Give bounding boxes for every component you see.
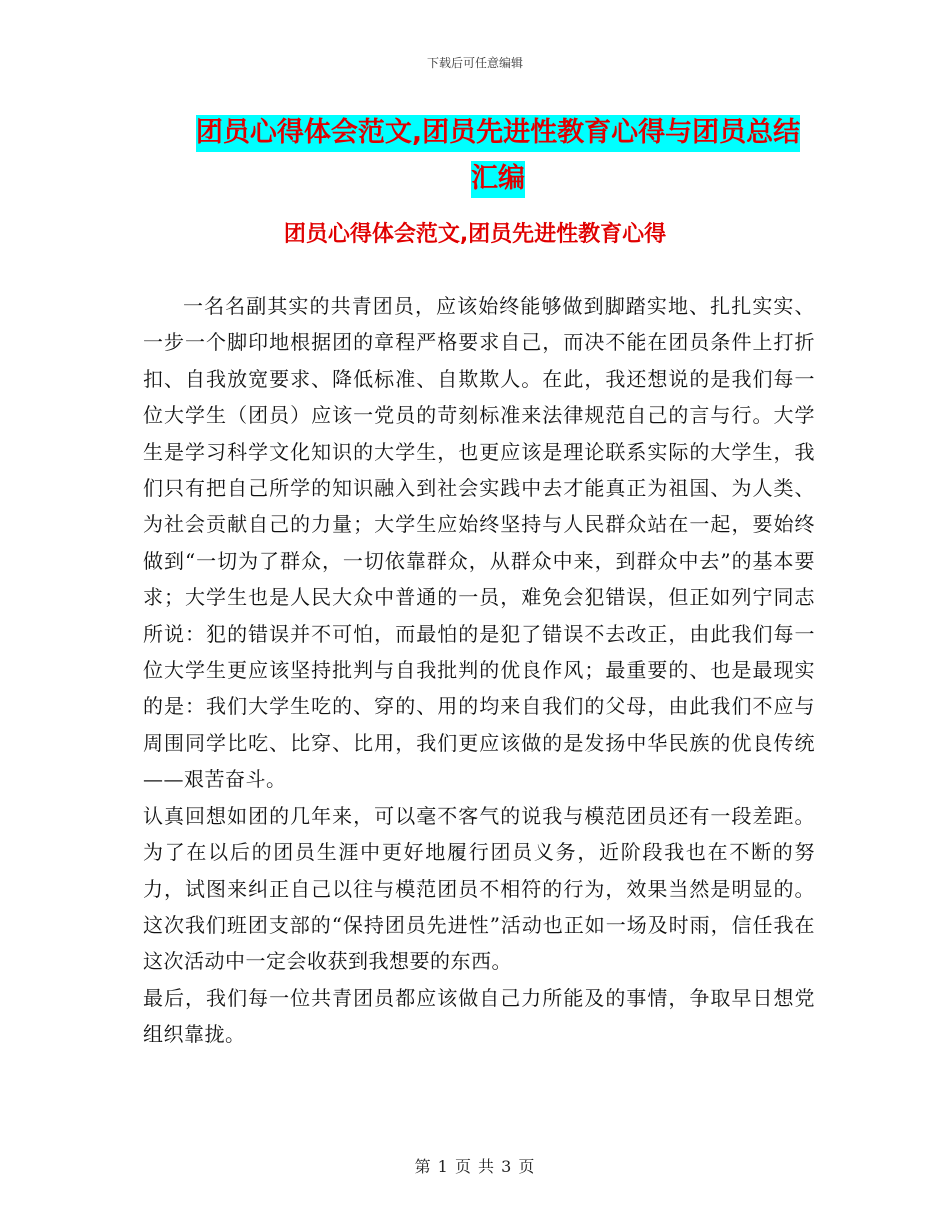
- document-title-text: 团员心得体会范文,团员先进性教育心得与团员总结汇编: [196, 115, 800, 198]
- paragraph-2: 认真回想如团的几年来，可以毫不客气的说我与模范团员还有一段差距。为了在以后的团员生涯中更好地履行团员义务，近阶段我也在不断的努力，试图来纠正自己以往与模范团员不相符的行为，效果当然是明显的。这次我们班团支部的“保持团员先进性”活动也正如一场及时雨，信任我在这次活动中一定会收获到我想要的东西。: [143, 803, 815, 974]
- document-title: [186, 110, 810, 202]
- page-header-note: 下载后可任意编辑: [426, 56, 523, 70]
- paragraph-3: 最后，我们每一位共青团员都应该做自己力所能及的事情，争取早日想党组织靠拢。: [143, 985, 815, 1047]
- body-content: [143, 288, 815, 1053]
- paragraph-1: 一名名副其实的共青团员，应该始终能够做到脚踏实地、扎扎实实、一步一个脚印地根据团的章程严格要求自己，而决不能在团员条件上打折扣、自我放宽要求、降低标准、自欺欺人。在此，我还想说的是我们每一位大学生（团员）应该一党员的苛刻标准来法律规范自己的言与行。大学生是学习科学文化知识的大学生，也更应该是理论联系实际的大学生，我们只有把自己所学的知识融入到社会实践中去才能真正为祖国、为人类、为社会贡献自己的力量；大学生应始终坚持与人民群众站在一起，要始终做到“一切为了群众，一切依靠群众，从群众中来，到群众中去”的基本要求；大学生也是人民大众中普通的一员，难免会犯错误，但正如列宁同志所说：犯的错误并不可怕，而最怕的是犯了错误不去改正，由此我们每一位大学生更应该坚持批判与自我批判的优良作风；最重要的、也是最现实的是：我们大学生吃的、穿的、用的均来自我们的父母，由此我们不应与周围同学比吃、比穿、比用，我们更应该做的是发扬中华民族的优良传统——艰苦奋斗。: [143, 294, 815, 792]
- page-number-footer: [0, 1154, 950, 1177]
- page-number-text: 第 1 页 共 3 页: [414, 1157, 536, 1176]
- section-subtitle: 团员心得体会范文,团员先进性教育心得: [283, 222, 667, 247]
